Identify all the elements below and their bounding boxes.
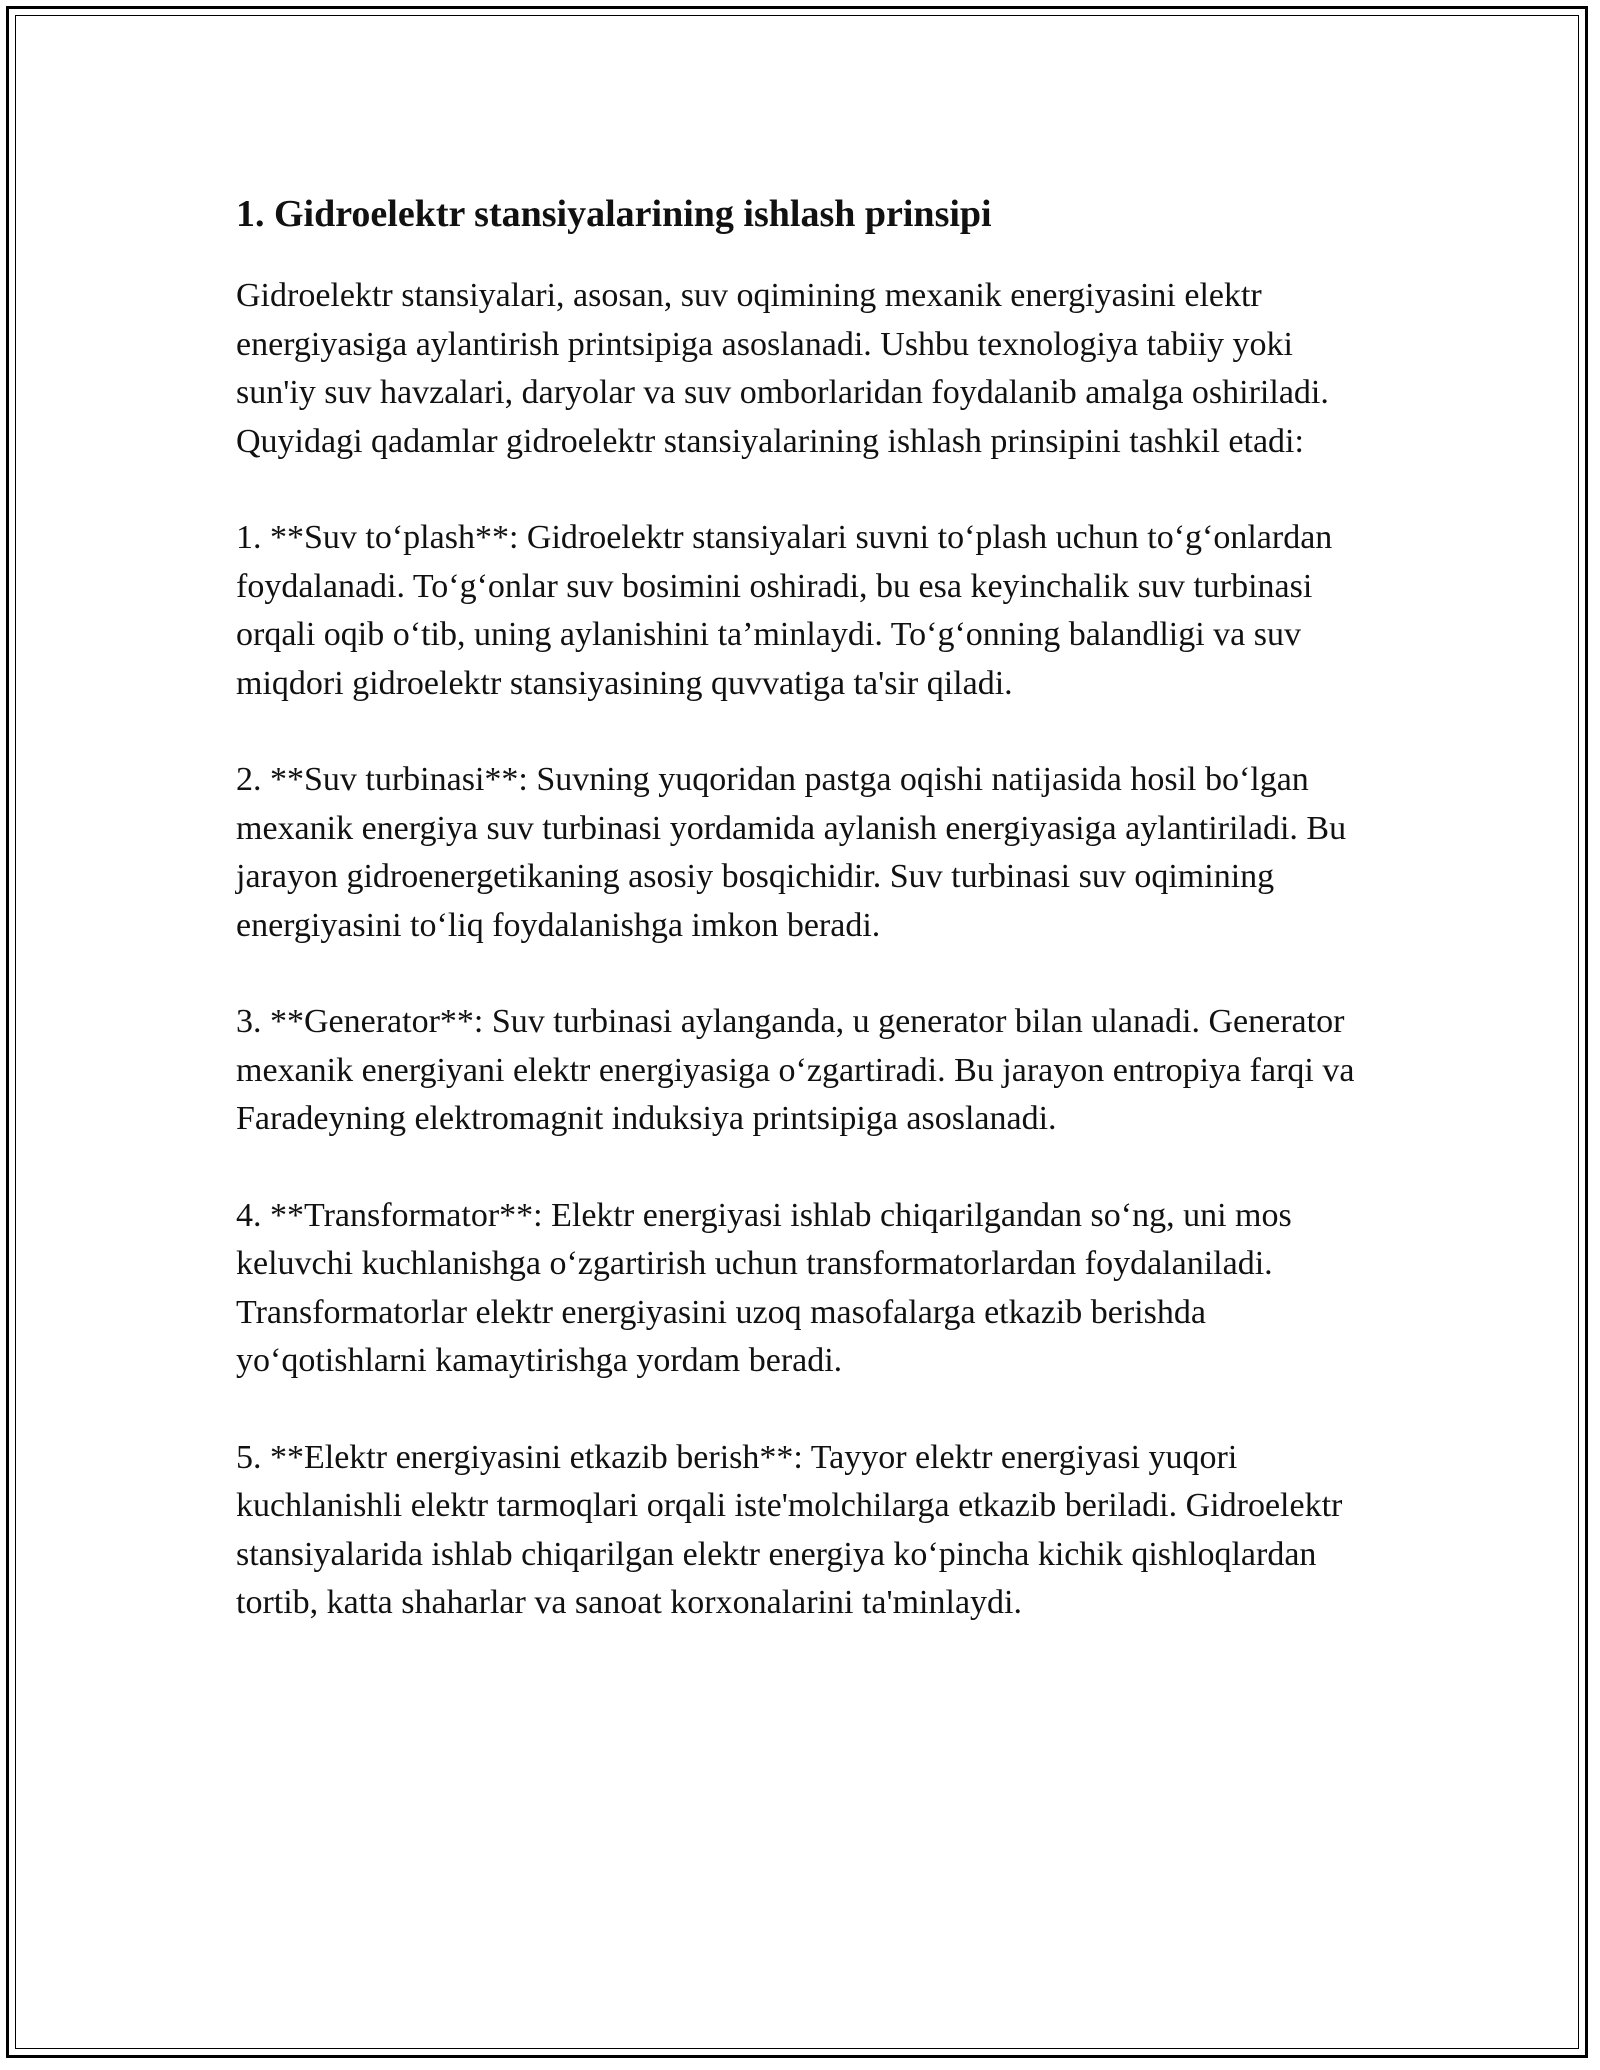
document-title: 1. Gidroelektr stansiyalarining ishlash prinsipi <box>236 193 992 235</box>
list-item-water-turbine: 2. **Suv turbinasi**: Suvning yuqoridan pastga oqishi natijasida hosil bo‘lgan mexanik energiya suv turbinasi yordamida aylanish energiyasiga aylantiriladi. Bu jarayon gidroenergetikaning asosiy bosqichidir. Suv turbinasi suv oqimining energiyasini to‘liq foydalanishga imkon beradi. <box>236 761 1347 944</box>
document-body <box>236 186 1366 1676</box>
list-item-water-collection: 1. **Suv to‘plash**: Gidroelektr stansiyalari suvni to‘plash uchun to‘g‘onlardan foydalanadi. To‘g‘onlar suv bosimini oshiradi, bu esa keyinchalik suv turbinasi orqali oqib o‘tib, uning aylanishini ta’minlaydi. To‘g‘onning balandligi va suv miqdori gidroelektr stansiyasining quvvatiga ta'sir qiladi. <box>236 519 1333 702</box>
list-item-power-delivery: 5. **Elektr energiyasini etkazib berish**: Tayyor elektr energiyasi yuqori kuchlanishli elektr tarmoqlari orqali iste'molchilarga etkazib beriladi. Gidroelektr stansiyalarida ishlab chiqarilgan elektr energiya ko‘pincha kichik qishloqlardan tortib, katta shaharlar va sanoat korxonalarini ta'minlaydi. <box>236 1438 1343 1621</box>
list-item-generator: 3. **Generator**: Suv turbinasi aylanganda, u generator bilan ulanadi. Generator mexanik energiyani elektr energiyasiga o‘zgartiradi. Bu jarayon entropiya farqi va Faradeyning elektromagnit induksiya printsipiga asoslanadi. <box>236 1003 1355 1137</box>
list-item-transformer: 4. **Transformator**: Elektr energiyasi ishlab chiqarilgandan so‘ng, uni mos keluvchi kuchlanishga o‘zgartirish uchun transformatorlardan foydalaniladi. Transformatorlar elektr energiyasini uzoq masofalarga etkazib berishda yo‘qotishlarni kamaytirishga yordam beradi. <box>236 1196 1292 1379</box>
intro-paragraph: Gidroelektr stansiyalari, asosan, suv oqimining mexanik energiyasini elektr energiyasiga aylantirish printsipiga asoslanadi. Ushbu texnologiya tabiiy yoki sun'iy suv havzalari, daryolar va suv omborlaridan foydalanib amalga oshiriladi. Quyidagi qadamlar gidroelektr stansiyalarining ishlash prinsipini tashkil etadi: <box>236 277 1329 460</box>
